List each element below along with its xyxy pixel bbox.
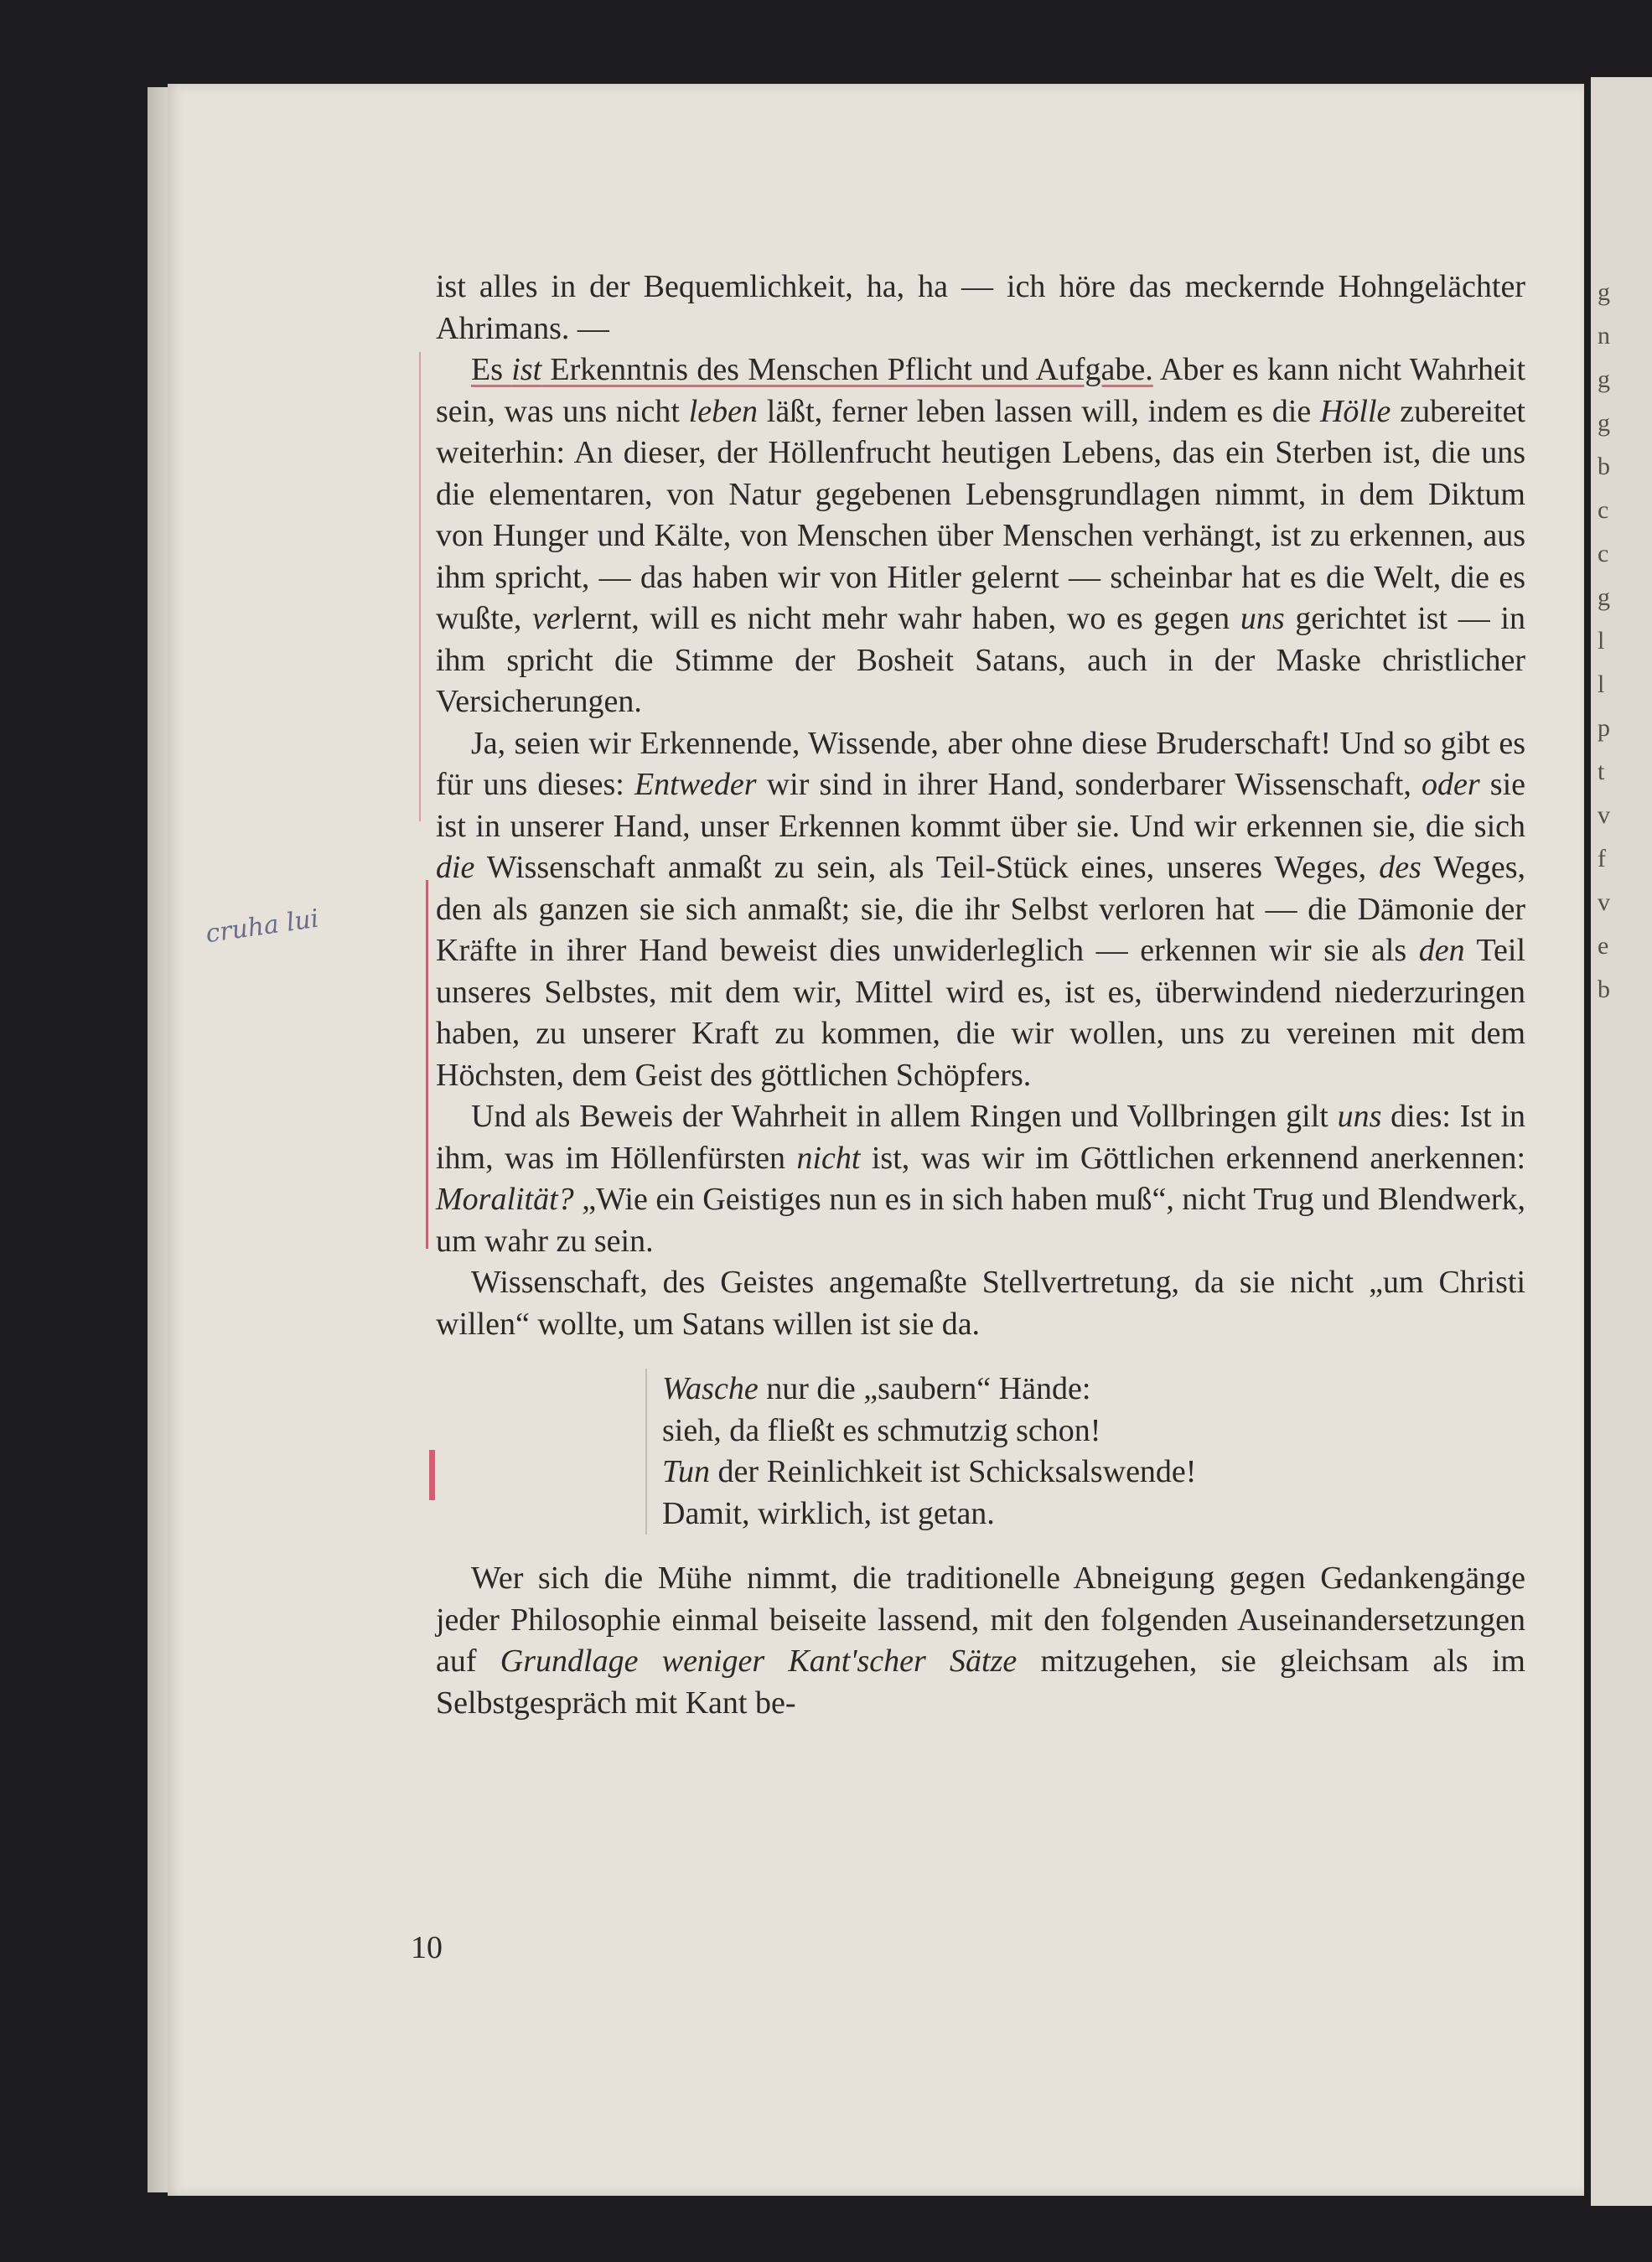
facing-page-edge <box>1591 77 1652 2206</box>
verse-line: Damit, wirklich, ist getan. <box>662 1495 995 1531</box>
paragraph: Ja, seien wir Erkennende, Wissende, aber ohne diese Bruderschaft! Und so gibt es für uns dieses: Entweder wir sind in ihrer Hand, sonderbarer Wissenschaft, oder sie ist in unserer Hand, unser Erkennen kommt über sie. Und wir erkennen sie, die sich die Wissenschaft anmaßt zu sein, als Teil-Stück eines, unseres Weges, des Weges, den als ganzen sie sich anmaßt; sie, die ihr Selbst verloren hat — die Dämonie der Kräfte in ihrer Hand beweist dies unwiderleglich — erkennen wir sie als den Teil unseres Selbstes, mit dem wir, Mittel wird es, ist es, überwindend niederzuringen haben, zu unserer Kraft zu kommen, die wir wollen, uns zu vereinen mit dem Höchsten, dem Geist des göttlichen Schöpfers. <box>436 725 1526 1093</box>
verse-line: sieh, da fließt es schmutzig schon! <box>662 1412 1101 1448</box>
facing-char: g <box>1598 409 1610 437</box>
facing-char: l <box>1598 670 1605 698</box>
facing-char: g <box>1598 365 1610 393</box>
paragraph: Es ist Erkenntnis des Menschen Pflicht und Aufgabe. Aber es kann nicht Wahrheit sein, was uns nicht leben läßt, ferner leben lassen will, indem es die Hölle zubereitet weiterhin: An dieser, der Höllenfrucht heutigen Lebens, das ein Sterben ist, die uns die elementaren, von Natur gegebenen Lebensgrundlagen nimmt, in dem Diktum von Hunger und Kälte, von Menschen über Menschen verhängt, ist zu erkennen, aus ihm spricht, — das haben wir von Hitler gelernt — scheinbar hat es die Welt, die es wußte, verlernt, will es nicht mehr wahr haben, wo es gegen uns gerichtet ist — in ihm spricht die Stimme der Bosheit Satans, auch in der Maske christlicher Versicherungen. <box>436 352 1526 719</box>
paragraph: Wer sich die Mühe nimmt, die traditionelle Abneigung gegen Gedankengänge jeder Philosophie einmal beiseite lassend, mit den folgenden Auseinandersetzungen auf Grundlage weniger Kant'scher Sätze mitzugehen, sie gleichsam als im Selbstgespräch mit Kant be- <box>436 1561 1525 1721</box>
facing-char: c <box>1598 496 1609 524</box>
facing-char: t <box>1598 758 1605 785</box>
facing-char: b <box>1598 453 1610 480</box>
facing-char: c <box>1598 540 1609 567</box>
facing-char: p <box>1598 714 1610 742</box>
paragraph: Und als Beweis der Wahrheit in allem Ringen und Vollbringen gilt uns dies: Ist in ihm, was im Höllenfürsten nicht ist, was wir im Göttlichen erkennend anerkennen: Moralität? „Wie ein Geistiges nun es in sich haben muß“, nicht Trug und Blendwerk, um wahr zu sein. <box>436 1099 1526 1259</box>
facing-char: n <box>1598 322 1610 349</box>
paragraph: ist alles in der Bequemlichkeit, ha, ha — ich höre das meckernde Hohngelächter Ahrimans. — <box>436 269 1525 346</box>
page-edge <box>148 87 168 2192</box>
paragraph: Wissenschaft, des Geistes angemaßte Stellvertretung, da sie nicht „um Christi willen“ wollte, um Satans willen ist sie da. <box>436 1265 1525 1342</box>
body-text <box>436 267 1525 1724</box>
underlined-sentence: Es ist Erkenntnis des Menschen Pflicht und Aufgabe. <box>471 352 1153 387</box>
verse-line: Wasche nur die „saubern“ Hände: <box>662 1371 1091 1406</box>
facing-char: l <box>1598 627 1605 655</box>
page-number: 10 <box>411 1930 443 1965</box>
facing-char: v <box>1598 801 1610 829</box>
margin-line-mark <box>429 1450 435 1500</box>
facing-char: e <box>1598 932 1609 960</box>
facing-char: g <box>1598 583 1610 611</box>
verse-block <box>645 1369 1525 1535</box>
margin-line-mark <box>419 352 421 821</box>
facing-char: v <box>1598 888 1610 916</box>
facing-char: b <box>1598 976 1610 1003</box>
handwritten-margin-note: cruha lui <box>204 903 321 950</box>
verse-line: Tun der Reinlichkeit ist Schicksalswende! <box>662 1454 1197 1489</box>
facing-char: g <box>1598 278 1610 306</box>
facing-char: f <box>1598 845 1606 872</box>
margin-line-mark <box>426 880 428 1249</box>
